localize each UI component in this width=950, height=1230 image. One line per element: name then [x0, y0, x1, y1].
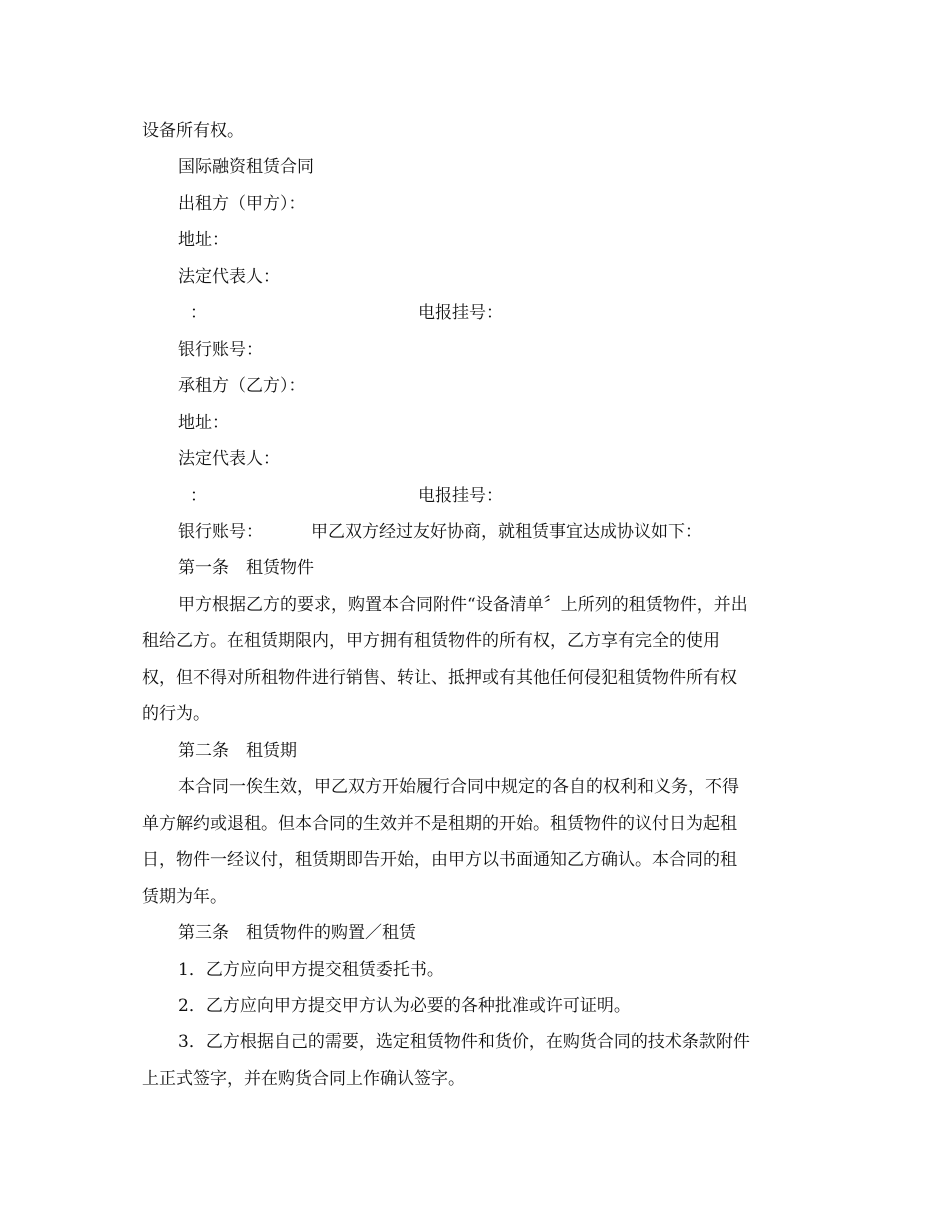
- lessee-bank-label: 银行账号：: [178, 522, 263, 542]
- lessee-colon: ：: [190, 486, 207, 506]
- lessee-representative-label: 法定代表人：: [178, 449, 280, 469]
- text-line: 设备所有权。: [142, 121, 244, 141]
- paragraph-line: 日，物件一经议付，租赁期即告开始，由甲方以书面通知乙方确认。本合同的租: [142, 850, 737, 870]
- agreement-intro: 甲乙双方经过友好协商，就租赁事宜达成协议如下：: [311, 522, 702, 542]
- article-3-heading: 第三条 租赁物件的购置／租赁: [178, 923, 416, 943]
- paragraph-line: 的行为。: [142, 704, 210, 724]
- paragraph-line: 单方解约或退租。但本合同的生效并不是租期的开始。租赁物件的议付日为起租: [142, 814, 737, 834]
- paragraph-line: 甲方根据乙方的要求，购置本合同附件“设备清单〞上所列的租赁物件，并出: [178, 595, 748, 615]
- clause-item: 1．乙方应向甲方提交租赁委托书。: [178, 960, 444, 980]
- clause-item: 3．乙方根据自己的需要，选定租赁物件和货价，在购货合同的技术条款附件: [178, 1032, 750, 1052]
- paragraph-line: 本合同一俟生效，甲乙双方开始履行合同中规定的各自的权利和义务，不得: [178, 777, 739, 797]
- lessor-address-label: 地址：: [178, 230, 229, 250]
- paragraph-line: 权，但不得对所租物件进行销售、转让、抵押或有其他任何侵犯租赁物件所有权: [142, 668, 737, 688]
- lessor-representative-label: 法定代表人：: [178, 267, 280, 287]
- lessor-telegraph-label: 电报挂号：: [418, 303, 503, 323]
- paragraph-line: 赁期为年。: [142, 887, 227, 907]
- lessee-label: 承租方（乙方）：: [178, 376, 306, 396]
- lessor-label: 出租方（甲方）：: [178, 194, 306, 214]
- paragraph-line: 上正式签字，并在购货合同上作确认签字。: [142, 1069, 465, 1089]
- article-2-heading: 第二条 租赁期: [178, 741, 297, 761]
- paragraph-line: 租给乙方。在租赁期限内，甲方拥有租赁物件的所有权，乙方享有完全的使用: [142, 631, 720, 651]
- lessee-address-label: 地址：: [178, 413, 229, 433]
- lessor-bank-label: 银行账号：: [178, 340, 263, 360]
- lessor-colon: ：: [190, 303, 207, 323]
- article-1-heading: 第一条 租赁物件: [178, 558, 314, 578]
- contract-title: 国际融资租赁合同: [178, 157, 314, 177]
- lessee-telegraph-label: 电报挂号：: [418, 486, 503, 506]
- clause-item: 2．乙方应向甲方提交甲方认为必要的各种批准或许可证明。: [178, 996, 631, 1016]
